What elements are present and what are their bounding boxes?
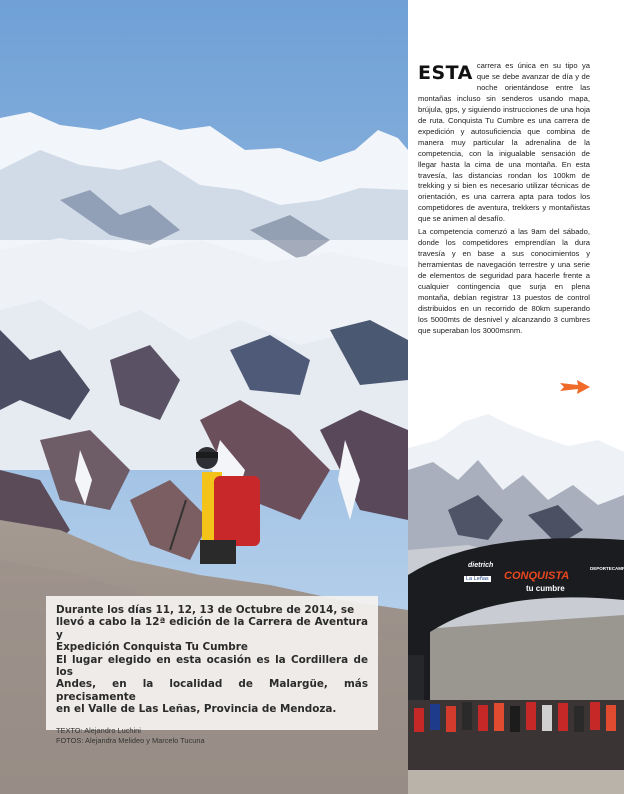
article-paragraph-1: carrera es única en su tipo ya que se debe avanzar de día y de noche orientándose entre las montañas incluso sin senderos usando mapa, brújula, gps, y siguiendo instrucciones de una hoja de ruta. Conquista Tu Cumbre es una carrera de expedición y autosuficiencia que combina de manera muy particular la adrenalina de la competencia, con la inigualable sensación de llegar hasta la cima de una montaña. En esta travesía, las distancias rondan los 100km de trekking y si bien es necesario utilizar técnicas de orientación, es una carrera apta para todos los competidores de aventura, trekkers y montañistas que se animen al desafío. <box>418 61 590 224</box>
credit-photos: FOTOS: Alejandra Melideo y Marcelo Tucuna <box>56 735 205 745</box>
article-paragraph-2: La competencia comenzó a las 9am del sábado, donde los competidores emprendían la dura travesía y en base a sus conocimientos y herramientas de navegación terrestre y una serie de elementos de seguridad para hacerle frente a cualquier contingencia que surja en plena montaña, debían registrar 13 puestos de control distribuidos en un recorrido de 80km superando los 5000mts de desnivel y alcanzando 3 cumbres que superaban los 3000msnm. <box>418 227 590 335</box>
race-start-photo <box>408 400 633 794</box>
intro-text <box>56 604 368 716</box>
sponsor-laslenas: La Leñas <box>466 576 489 582</box>
sponsor-deportecamping: DEPORTECAMPING <box>590 566 633 571</box>
brand-tucumbre: tu cumbre <box>526 584 565 593</box>
intro-line: El lugar elegido en esta ocasión es la Cordillera de los <box>56 653 368 679</box>
intro-line: Durante los días 11, 12, 13 de Octubre de 2014, se <box>56 604 355 616</box>
brand-conquista: CONQUISTA <box>504 570 570 582</box>
intro-line: Expedición Conquista Tu Cumbre <box>56 641 248 654</box>
sponsor-dietrich: dietrich <box>468 562 494 569</box>
intro-line: Andes, en la localidad de Malargüe, más precisamente <box>56 678 368 703</box>
credit-text: TEXTO: Alejandro Luchini <box>56 725 141 735</box>
continue-arrow-icon <box>560 380 590 394</box>
article-dropcap: ESTA <box>418 62 473 84</box>
intro-line: llevó a cabo la 12ª edición de la Carrera de Aventura y <box>56 616 368 641</box>
runners-crowd <box>408 700 624 770</box>
credits <box>56 726 368 746</box>
intro-line: en el Valle de Las Leñas, Provincia de Mendoza. <box>56 703 337 716</box>
intro-caption-box <box>46 596 378 745</box>
race-start-illustration <box>408 400 624 794</box>
article-body <box>418 61 590 339</box>
